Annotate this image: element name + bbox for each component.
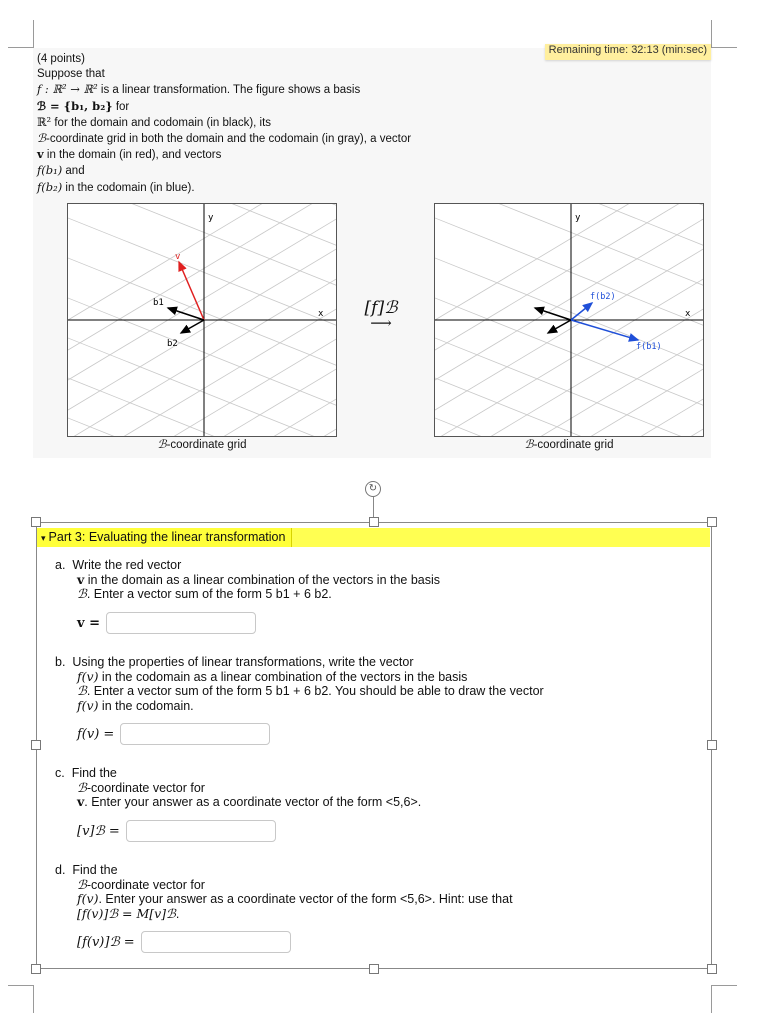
domain-graph-svg	[68, 204, 336, 436]
part3-header[interactable]	[37, 528, 710, 547]
points: (4 points)	[37, 53, 85, 65]
answer-b-label: f(v) =	[77, 726, 115, 742]
transformation-label: [f]ℬ ⟶	[364, 298, 398, 332]
crop-mark	[711, 985, 737, 986]
resize-handle[interactable]	[31, 740, 41, 750]
basis-b1	[168, 308, 204, 320]
problem-line: v in the domain (in red), and vectors	[37, 147, 222, 162]
crop-mark	[711, 47, 737, 48]
question-d: d. Find the ℬ-coordinate vector for f(v). Enter your answer as a coordinate vector of the form <5,6>. Hint: use that [f(v)]ℬ = M[v]ℬ.	[55, 863, 513, 921]
resize-handle[interactable]	[369, 517, 379, 527]
answer-c-input[interactable]	[126, 820, 276, 842]
answer-c-row	[77, 820, 276, 842]
vector-f-b1	[571, 320, 638, 340]
resize-handle[interactable]	[707, 517, 717, 527]
question-a: a. Write the red vector v in the domain as a linear combination of the vectors in the basis ℬ. Enter a vector sum of the form 5 b1 + 6 b2.	[55, 558, 441, 601]
codomain-graph	[434, 203, 704, 437]
answer-b-row	[77, 723, 270, 745]
refresh-icon[interactable]: ↻	[365, 481, 381, 497]
resize-handle[interactable]	[31, 964, 41, 974]
problem-line: Suppose that	[37, 68, 105, 81]
vector-f-b1-label: f(b1)	[636, 342, 662, 352]
problem-statement	[37, 52, 537, 196]
crop-mark	[33, 20, 34, 48]
answer-d-input[interactable]	[141, 931, 291, 953]
problem-line: f(b₂) in the codomain (in blue).	[37, 179, 195, 194]
basis-b1-label: b1	[153, 298, 164, 308]
answer-d-row	[77, 931, 291, 953]
crop-mark	[711, 985, 712, 1013]
answer-a-label: v =	[77, 615, 100, 631]
answer-a-input[interactable]	[106, 612, 256, 634]
crop-mark	[8, 47, 34, 48]
resize-handle[interactable]	[31, 517, 41, 527]
domain-caption: ℬ-coordinate grid	[157, 437, 247, 451]
codomain-graph-svg	[435, 204, 703, 436]
problem-line: ℝ² for the domain and codomain (in black), its	[37, 114, 272, 129]
crop-mark	[33, 985, 34, 1013]
problem-line: f(b₁) and	[37, 163, 85, 178]
problem-line: ℬ-coordinate grid in both the domain and the codomain (in gray), a vector	[37, 131, 412, 146]
basis-b2	[181, 320, 204, 333]
problem-line: ℬ = {b₁, b₂} for	[37, 98, 130, 113]
answer-c-label: [v]ℬ =	[77, 823, 120, 839]
vector-v-label: v	[175, 252, 181, 262]
answer-d-label: [f(v)]ℬ =	[77, 934, 135, 950]
crop-mark	[711, 20, 712, 48]
x-axis-label: x	[685, 309, 691, 319]
answer-b-input[interactable]	[120, 723, 270, 745]
question-b: b. Using the properties of linear transformations, write the vector f(v) in the codomain as a linear combination of the vectors in the basis ℬ. Enter a vector sum of the form 5 b1 + 6 b2. You should be able to draw the vector f(v) in the codomain.	[55, 655, 544, 713]
resize-handle[interactable]	[369, 964, 379, 974]
remaining-time: Remaining time: 32:13 (min:sec)	[545, 44, 711, 60]
resize-handle[interactable]	[707, 964, 717, 974]
domain-graph	[67, 203, 337, 437]
basis-b2	[548, 320, 571, 333]
basis-b1	[535, 308, 571, 320]
problem-line: f : ℝ² → ℝ² is a linear transformation. The figure shows a basis	[37, 82, 361, 97]
crop-mark	[8, 985, 34, 986]
x-axis-label: x	[318, 309, 324, 319]
answer-a-row	[77, 612, 256, 634]
resize-handle[interactable]	[707, 740, 717, 750]
basis-b2-label: b2	[167, 339, 178, 349]
vector-f-b2-label: f(b2)	[590, 292, 616, 302]
collapse-toggle-icon[interactable]: ▾	[41, 533, 46, 543]
question-c: c. Find the ℬ-coordinate vector for v. Enter your answer as a coordinate vector of the form <5,6>.	[55, 766, 422, 809]
codomain-caption: ℬ-coordinate grid	[524, 437, 614, 451]
part3-title: Part 3: Evaluating the linear transformation	[48, 530, 286, 544]
y-axis-label: y	[208, 213, 214, 223]
y-axis-label: y	[575, 213, 581, 223]
